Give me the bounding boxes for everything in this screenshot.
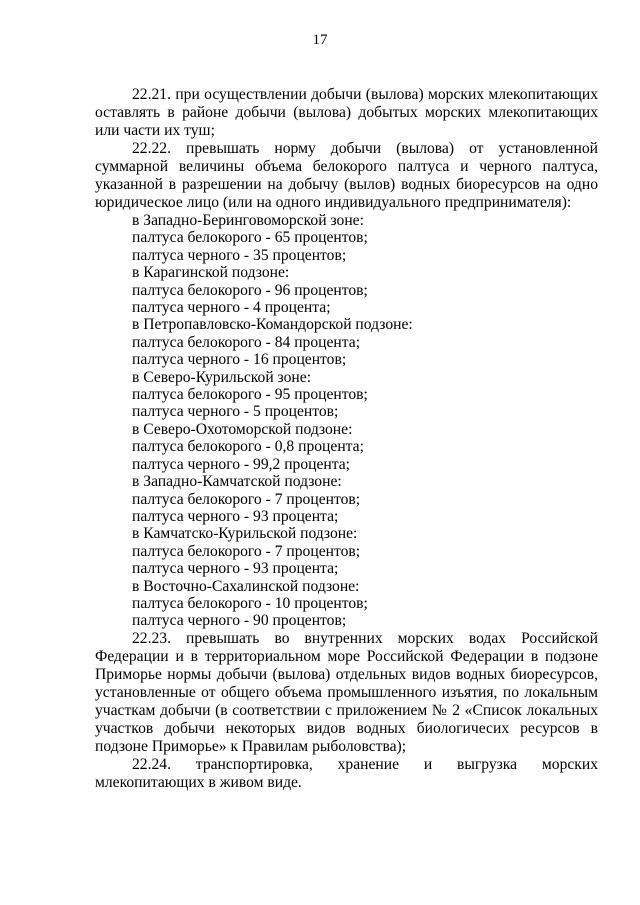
paragraph-22-22: 22.22. превышать норму добычи (вылова) от установленной суммарной величины объема белокорого палтуса и черного палтуса, указанной в разрешении на добычу (вылов) водных биоресурсов на одно юридическое лицо (или на одного индивидуального предпринимателя):: [95, 140, 598, 211]
paragraph-22-23: 22.23. превышать во внутренних морских водах Российской Федерации и в территориальном море Российской Федерации в подзоне Приморье нормы добычи (вылова) отдельных видов водных биоресурсов, установленные от общего объема промышленного изъятия, по локальным участкам добычи (в соответствии с приложением № 2 «Список локальных участков добычи некоторых видов водных биологичесих ресурсов в подзоне Приморье» к Правилам рыболовства);: [95, 629, 598, 755]
paragraph-22-21: 22.21. при осуществлении добычи (вылова) морских млекопитающих оставлять в районе добычи (вылова) добытых морских млекопитающих или части их туш;: [95, 86, 598, 139]
zone-heading: в Восточно-Сахалинской подзоне:: [132, 577, 360, 595]
white-halibut-quota: палтуса белокорого - 0,8 процента;: [132, 438, 364, 456]
black-halibut-quota: палтуса черного - 16 процентов;: [132, 351, 347, 369]
white-halibut-quota: палтуса белокорого - 7 процентов;: [132, 490, 361, 508]
zone-heading: в Западно-Беринговоморской зоне:: [132, 212, 364, 229]
paragraph-22-24: 22.24. транспортировка, хранение и выгрузка морских млекопитающих в живом виде.: [95, 755, 598, 791]
black-halibut-quota: палтуса черного - 90 процентов;: [132, 612, 347, 630]
zone-heading: в Петропавловско-Командорской подзоне:: [132, 316, 413, 334]
black-halibut-quota: палтуса черного - 93 процента;: [132, 507, 339, 525]
white-halibut-quota: палтуса белокорого - 7 процентов;: [132, 542, 361, 560]
black-halibut-quota: палтуса черного - 5 процентов;: [132, 403, 339, 421]
zone-heading: в Северо-Курильской зоне:: [132, 368, 312, 386]
document-body: [95, 86, 598, 792]
white-halibut-quota: палтуса белокорого - 65 процентов;: [132, 229, 368, 247]
black-halibut-quota: палтуса черного - 4 процента;: [132, 299, 331, 317]
white-halibut-quota: палтуса белокорого - 84 процента;: [132, 333, 361, 351]
white-halibut-quota: палтуса белокорого - 95 процентов;: [132, 386, 368, 404]
zone-heading: в Северо-Охотоморской подзоне:: [132, 420, 353, 438]
black-halibut-quota: палтуса черного - 35 процентов;: [132, 246, 347, 264]
zone-heading: в Западно-Камчатской подзоне:: [132, 473, 342, 491]
white-halibut-quota: палтуса белокорого - 10 процентов;: [132, 594, 368, 612]
white-halibut-quota: палтуса белокорого - 96 процентов;: [132, 281, 368, 299]
zone-heading: в Камчатско-Курильской подзоне:: [132, 525, 358, 543]
zone-heading: в Карагинской подзоне:: [132, 264, 290, 282]
black-halibut-quota: палтуса черного - 99,2 процента;: [132, 455, 351, 473]
black-halibut-quota: палтуса черного - 93 процента;: [132, 560, 339, 578]
page-number: 17: [312, 32, 328, 48]
